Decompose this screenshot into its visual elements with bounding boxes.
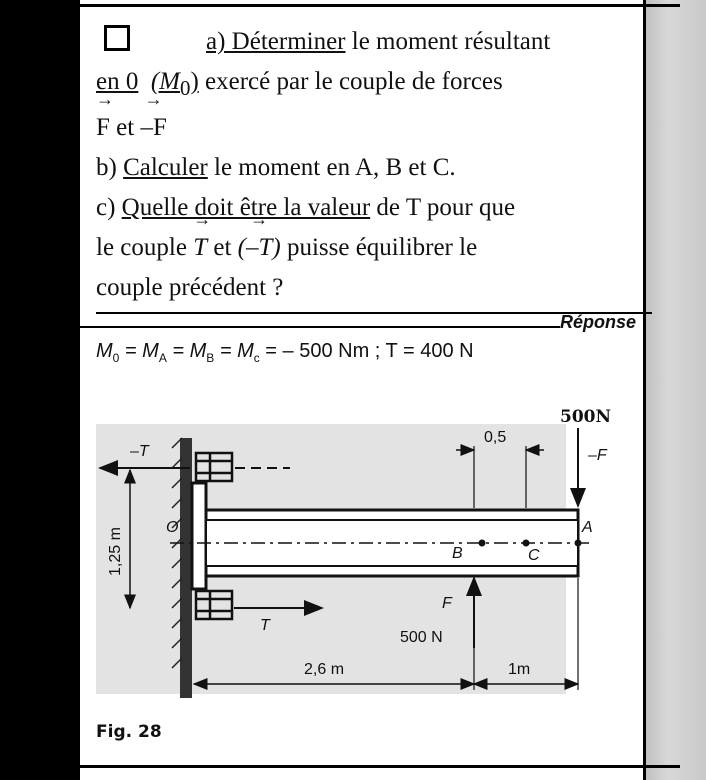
label-o: O <box>166 519 179 536</box>
part-c-prefix: c) <box>96 194 122 221</box>
vector-minus-t: → (–T) <box>238 228 281 268</box>
label-f: F <box>442 595 452 612</box>
vector-minus-f: → –F <box>140 108 166 148</box>
part-a-verb: a) Déterminer <box>206 28 346 55</box>
label-t: T <box>260 617 270 634</box>
part-a-en: en 0 <box>96 68 139 95</box>
part-c-et: et <box>207 234 238 261</box>
question-block <box>96 22 636 308</box>
m-close: ) <box>190 68 199 95</box>
ans-rest: = – 500 Nm ; T = 400 N <box>259 340 474 362</box>
top-rule <box>80 4 680 7</box>
part-a-line1 <box>96 22 636 62</box>
part-c-equilibrer: puisse équilibrer le <box>280 234 478 261</box>
part-b-verb: Calculer <box>123 154 208 181</box>
label-minus-t: –T <box>130 443 149 460</box>
checkbox-icon <box>104 25 130 51</box>
label-1m: 1m <box>508 661 531 678</box>
part-a-rest: le moment résultant <box>345 28 551 55</box>
label-26: 2,6 m <box>304 661 345 678</box>
ans-subB: B <box>206 351 215 365</box>
answer-header: Réponse <box>560 312 637 332</box>
vector-t: → T <box>193 228 207 268</box>
part-a-line2 <box>96 62 636 108</box>
part-c-line1 <box>96 188 636 228</box>
ans-mb: = M <box>166 340 207 362</box>
part-b-prefix: b) <box>96 154 124 181</box>
figure-caption: Fig. 28 <box>96 722 162 742</box>
part-a-line2-rest: exercé par le couple de forces <box>198 68 503 95</box>
ans-mc: = M <box>214 340 254 362</box>
part-c-rest: de T pour que <box>370 194 516 221</box>
ans-sub0: 0 <box>112 351 120 365</box>
vector-f: → F <box>96 108 110 148</box>
point-b-dot <box>479 540 486 547</box>
part-b-rest: le moment en A, B et C. <box>207 154 456 181</box>
label-500n-bottom: 500 N <box>400 629 443 646</box>
flange <box>192 483 206 589</box>
label-125: 1,25 m <box>107 527 124 576</box>
part-c-line3: couple précédent ? <box>96 274 284 301</box>
et-word: et <box>109 114 141 141</box>
point-a-dot <box>575 540 582 547</box>
ans-subC: c <box>253 351 260 365</box>
answer-separator-lower <box>80 326 560 328</box>
part-c-le-couple: le couple <box>96 234 194 261</box>
label-05: 0,5 <box>484 429 507 446</box>
figure-28 <box>90 398 646 708</box>
bottom-rule <box>80 765 680 768</box>
label-b: B <box>452 545 463 562</box>
label-c: C <box>528 547 540 564</box>
label-a: A <box>582 519 593 536</box>
m-letter: (M <box>150 68 181 95</box>
answer-text <box>96 340 474 365</box>
part-c-line2 <box>96 228 636 268</box>
label-500n-top: 500N <box>560 407 612 427</box>
part-c-question: Quelle doit être la valeur <box>121 194 371 221</box>
ans-ma: = M <box>119 340 159 362</box>
part-b <box>96 148 636 188</box>
ans-m0: M <box>96 340 113 362</box>
part-a-line3 <box>96 108 636 148</box>
label-minus-f: –F <box>588 447 607 464</box>
adjacent-page-edge <box>643 0 706 780</box>
point-c-dot <box>523 540 530 547</box>
ans-subA: A <box>158 351 167 365</box>
m-sub: 0 <box>180 76 191 100</box>
